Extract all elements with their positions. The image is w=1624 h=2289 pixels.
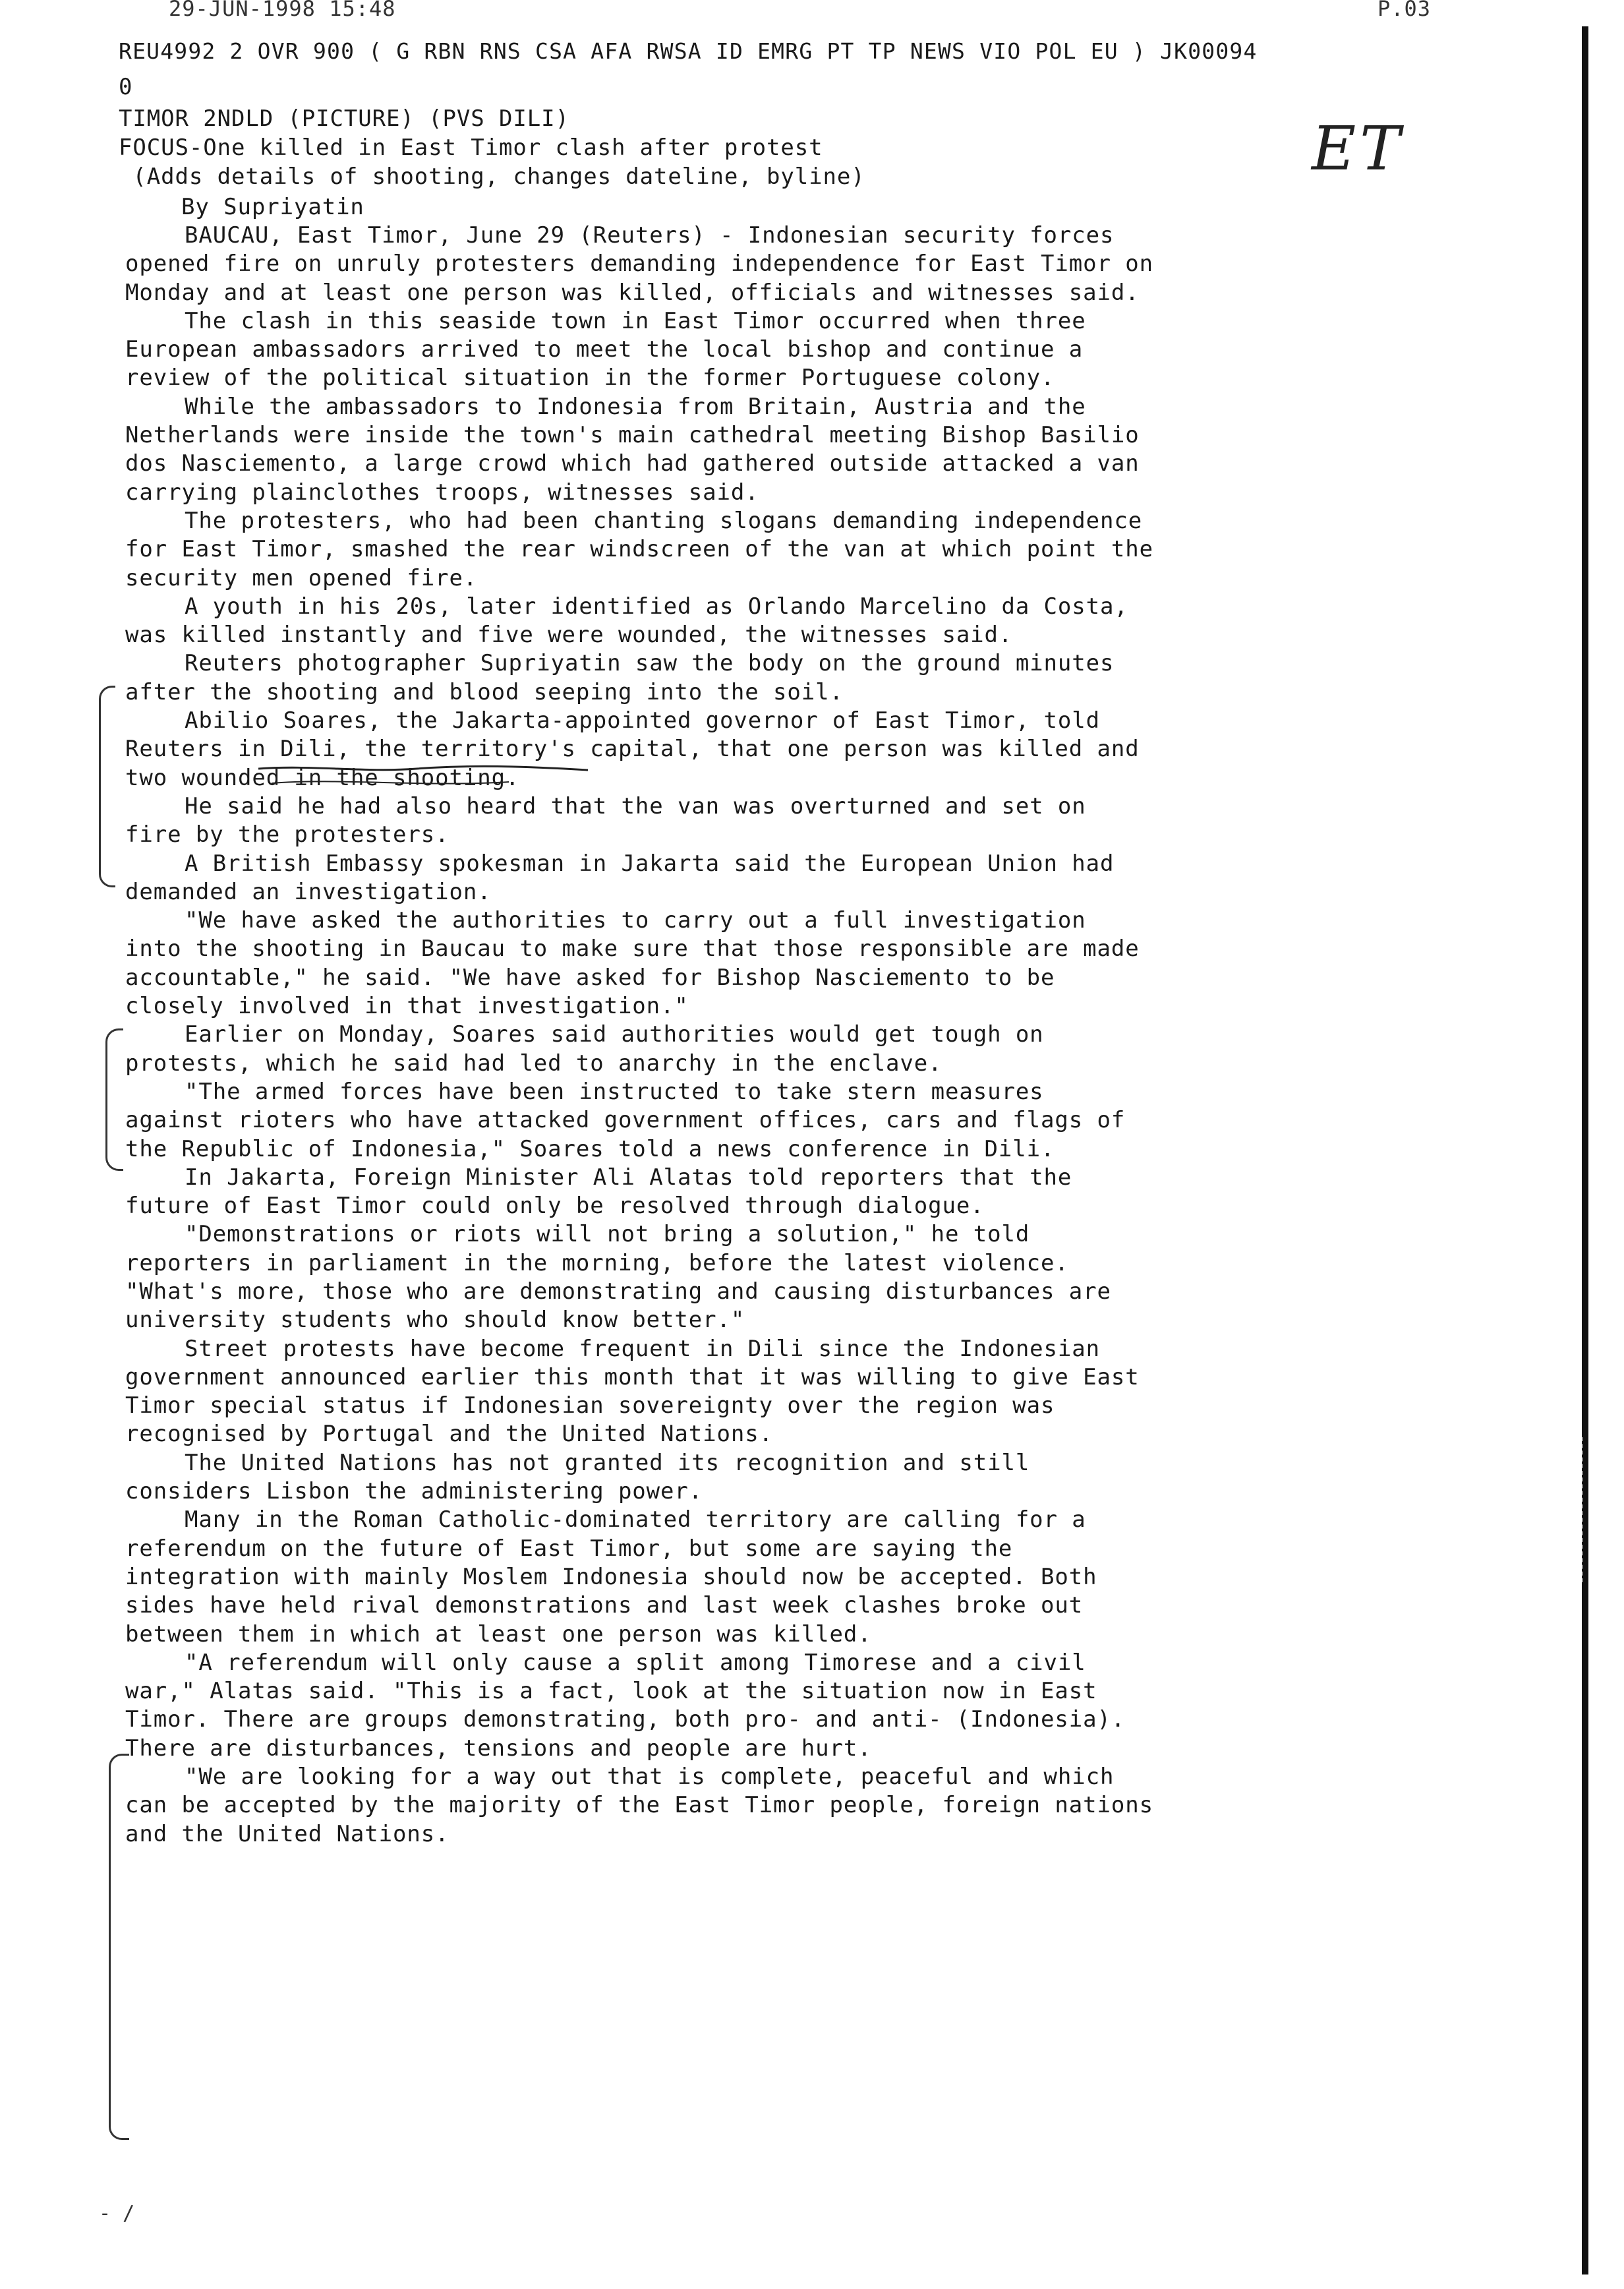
margin-bracket-mark [99,686,115,887]
story-byline: By Supriyatin [181,194,364,220]
story-adds-note: (Adds details of shooting, changes dateline, byline) [119,164,865,190]
article-body [125,222,1153,1849]
article-paragraph: "Demonstrations or riots will not bring a solution," he told reporters in parliament in the morning, before the latest violence. "What's more, those who are demonstrating and causing disturbances are university students who should know better." [125,1221,1111,1334]
article-paragraph: A British Embassy spokesman in Jakarta said the European Union had demanded an investigation. [125,850,1115,905]
fax-page-number: P.03 [1378,0,1432,21]
article-paragraph: Street protests have become frequent in Dili since the Indonesian government announced earlier this month that it was willing to give East Timor special status if Indonesian sovereignty over the region was recognised by Portugal and the United Nations. [125,1335,1140,1448]
article-paragraph: "We are looking for a way out that is complete, peaceful and which can be accepted by the majority of the East Timor people, foreign nations and the United Nations. [125,1764,1153,1847]
article-paragraph: A youth in his 20s, later identified as Orlando Marcelino da Costa, was killed instantly and five were wounded, the witnesses said. [125,593,1128,649]
article-paragraph: "The armed forces have been instructed to take stern measures against rioters who have attacked government offices, cars and flags of the Republic of Indonesia," Soares told a news conference in Dili. [125,1078,1126,1162]
handwritten-annotation: ET [1312,113,1405,184]
article-paragraph: The clash in this seaside town in East Timor occurred when three European ambassadors arrived to meet the local bishop and continue a review of the political situation in the former Portuguese colony. [125,307,1086,392]
handwritten-underline [258,763,588,790]
story-slug: TIMOR 2NDLD (PICTURE) (PVS DILI) [119,105,569,132]
wire-routing-line: REU4992 2 OVR 900 ( G RBN RNS CSA AFA RWSA ID EMRG PT TP NEWS VIO POL EU ) JK00094 [119,38,1258,64]
article-paragraph: In Jakarta, Foreign Minister Ali Alatas told reporters that the future of East Timor could only be resolved through dialogue. [125,1164,1072,1220]
fax-header [0,0,1624,26]
story-headline: FOCUS-One killed in East Timor clash after protest [119,134,823,161]
article-paragraph: The protesters, who had been chanting slogans demanding independence for East Timor, smashed the rear windscreen of the van at which point the security men opened fire. [125,507,1153,591]
article-paragraph: Reuters photographer Supriyatin saw the body on the ground minutes after the shooting and blood seeping into the soil. [125,650,1115,705]
article-paragraph: Many in the Roman Catholic-dominated territory are calling for a referendum on the future of East Timor, but some are saying the integration with mainly Moslem Indonesia should now be accepted. Both sides have held rival demonstrations and last week clashes broke out between them in which at least one person was killed. [125,1506,1097,1648]
article-paragraph: While the ambassadors to Indonesia from Britain, Austria and the Netherlands were inside the town's main cathedral meeting Bishop Basilio dos Nasciemento, a large crowd which had gathered outside attacked a van carrying plainclothes troops, witnesses said. [125,393,1140,506]
wire-routing-continuation: 0 [119,74,133,100]
fax-date-time: 29-JUN-1998 15:48 [169,0,396,21]
article-paragraph: The United Nations has not granted its recognition and still considers Lisbon the administering power. [125,1449,1030,1505]
scan-margin-marks [1582,1437,1596,1582]
article-paragraph: BAUCAU, East Timor, June 29 (Reuters) - Indonesian security forces opened fire on unruly protesters demanding independence for East Timor on Monday and at least one person was killed, officials and witnesses said. [125,222,1153,306]
article-paragraph: "A referendum will only cause a split among Timorese and a civil war," Alatas said. "This is a fact, look at the situation now in East Timor. There are groups demonstrating, both pro- and anti- (Indonesia). There are disturbances, tensions and people are hurt. [125,1649,1126,1762]
page-edge-line [1582,26,1588,2274]
article-paragraph: "We have asked the authorities to carry out a full investigation into the shooting in Baucau to make sure that those responsible are made accountable," he said. "We have asked for Bishop Nasciemento to be closely involved in that investigation." [125,907,1140,1020]
margin-bracket-mark [109,1754,129,2140]
margin-bracket-mark [105,1028,123,1171]
article-paragraph: Abilio Soares, the Jakarta-appointed governor of East Timor, told Reuters in Dili, the territory's capital, that one person was killed and two wounded in the shooting. [125,707,1140,791]
article-paragraph: Earlier on Monday, Soares said authorities would get tough on protests, which he said had led to anarchy in the enclave. [125,1021,1044,1077]
article-paragraph: He said he had also heard that the van was overturned and set on fire by the protesters. [125,792,1086,848]
scan-corner-mark: - / [99,2202,135,2225]
